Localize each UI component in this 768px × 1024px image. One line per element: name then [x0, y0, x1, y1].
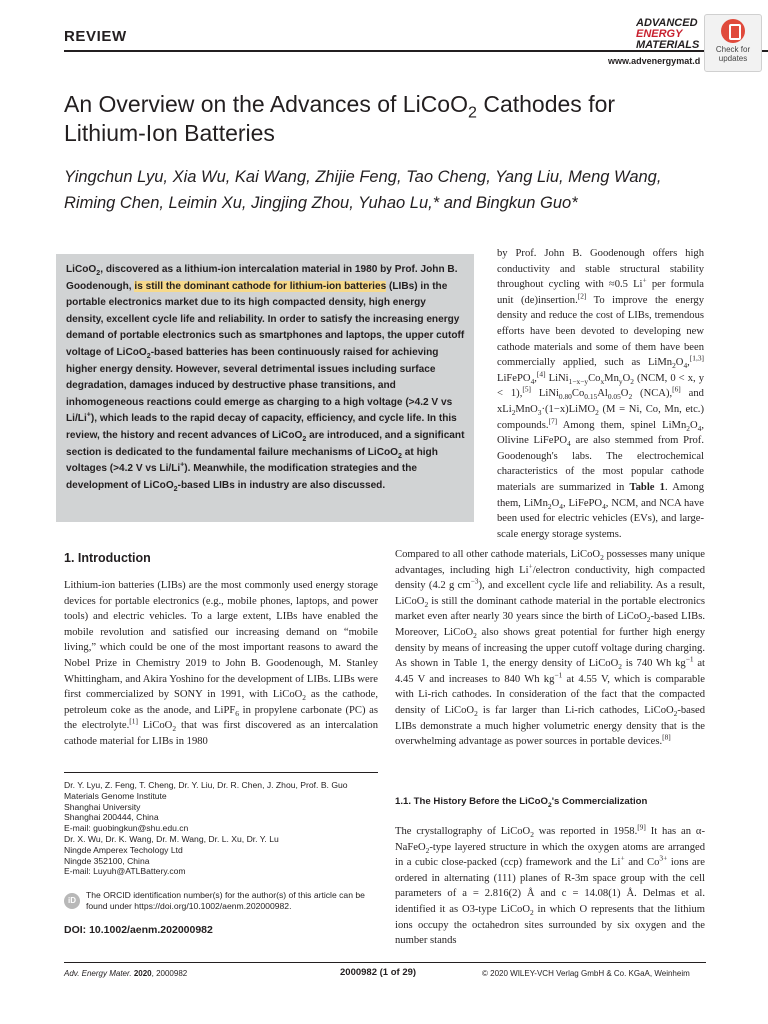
email-link[interactable]: E-mail: Luyuh@ATLBattery.com	[64, 866, 186, 877]
text: LiNi	[545, 372, 569, 384]
text: at 4.55 V, which is comparable with Li-rich cathodes. In consideration of the fact that the compacted density of LiCoO	[395, 673, 705, 716]
sub: 2	[672, 361, 676, 371]
sub: 2	[172, 724, 177, 734]
sub: 2	[673, 709, 678, 719]
sub: 3	[537, 408, 542, 418]
orcid-icon: iD	[64, 893, 80, 909]
text: LiCoO	[137, 720, 173, 732]
journal-url-link[interactable]: www.advenergymat.d	[608, 56, 701, 66]
affiliation-line: Ningde Amperex Techology Ltd	[64, 844, 183, 855]
affiliation-rule	[64, 772, 378, 773]
abs-a7: are introduced, and a significant section is dedicated to the fundamental failure mechanisms of LiCoO	[66, 429, 465, 458]
affiliation-line: Dr. Y. Lyu, Z. Feng, T. Cheng, Dr. Y. Liu, Dr. R. Chen, J. Zhou, Prof. B. Guo	[64, 780, 348, 790]
text: . Among them, LiMn	[497, 481, 705, 509]
text: in which O represents that the lithium ions occupy the octahedron sites surrounded by six oxygen and the number stands	[395, 903, 705, 947]
citation-link[interactable]: [9]	[637, 822, 646, 832]
abs-sub: 2	[302, 435, 307, 443]
affiliation-line: Shanghai 200444, China	[64, 812, 159, 823]
abs-a10: -based LIBs in industry are also discussed.	[177, 479, 386, 491]
right-column-mid-paragraph	[395, 547, 705, 750]
abs-sup: +	[180, 461, 185, 469]
orcid-note[interactable]	[64, 890, 384, 912]
citation-link[interactable]: [8]	[662, 732, 671, 742]
sub: 2	[618, 662, 622, 672]
sub: 6	[235, 708, 239, 718]
right-column-top-paragraph: by Prof. John B. Goodenough offers high conductivity and stable structural stability throughout cycling with ≈0.5 Li+ per formula unit (de)insertion.[2] To improve the energy density and reduce the cost of LIBs, tremendous efforts have been devoted to developing new cathode materials and some of them have been commercially applied, such as $LiMn_2O_4,[1,3]$ LiFePO$_4$,[4] $LiNi_{1-x-y}Co_xMn_yO_2$ (NCM, 0 < x, y < 1),[5] $LiNi_{0.80}Co_{0.15}Al_{0.05}O_2$ (NCA),[6] and xLi$_2$MnO$_3$·(1−x)LiMO$_2$ (M = Ni, Co, Mn, etc.) compounds.[7] Among them, spinel $LiMn_2O_4$, Olivine LiFePO$_4$ are also stemmed from Prof. Goodenough's labs. The electrochemical characteristics of the most popular cathode materials are summarized in Table 1. Among them, $LiMn_2O_4$, LiFePO$_4$, NCM, and NCA have been used for electric vehicles (EVs), and large-scale energy storage systems.	[497, 248, 705, 540]
sub: 4	[697, 423, 702, 433]
check-updates-label-1: Check for	[715, 45, 751, 54]
text: (M = Ni, Co, Mn, etc.) compounds.	[497, 403, 704, 431]
copyright: © 2020 WILEY-VCH Verlag GmbH & Co. KGaA, Weinheim	[482, 969, 690, 978]
text: (NCM, 0 < x, y < 1),	[497, 372, 704, 400]
text: O	[551, 497, 560, 509]
title-part2: Cathodes for Lithium-Ion Batteries	[64, 91, 616, 146]
text: ), and excellent cycle life and reliability. As a result, LiCoO	[395, 580, 705, 607]
footer-article: , 2000982	[151, 969, 188, 978]
abs-a5: -based batteries has been continuously raised for achieving higher energy density. However, several detrimental issues including surface degradation, damages induced by destructive phase transitions, and inhomogeneous reactions could emerge as charging to a high voltage (>4.2 V vs Li/Li	[66, 346, 453, 425]
sub: 4	[683, 361, 688, 371]
text: , NCM, and NCA have been used for electric vehicles (EVs), and large-scale energy storage systems.	[497, 497, 704, 540]
author-list	[64, 164, 704, 216]
sub: 2	[547, 501, 552, 511]
sub: 2	[600, 553, 604, 563]
journal-logo-line2: ENERGY	[636, 28, 683, 40]
check-for-updates-button[interactable]	[704, 14, 762, 72]
abs-a6: ), which leads to the rapid decay of capacity, efficiency, and cycle life. In this review, the history and recent advances of LiCoO	[66, 413, 457, 441]
sup: +	[620, 853, 625, 863]
abs-a2: , discovered as a lithium-ion intercalation material in 1980 by Prof. John B. Goodenough,	[66, 264, 458, 292]
section-heading-introduction: 1. Introduction	[64, 551, 151, 565]
section-1-1-paragraph	[395, 824, 705, 949]
abstract-highlight[interactable]: is still the dominant cathode for lithium-ion batteries	[134, 280, 387, 292]
text: is still the dominant cathode material in the portable electronics market even after nearly 30 years since the birth of LiCoO	[395, 595, 705, 623]
abstract-text	[66, 262, 466, 494]
text: per formula unit (de)insertion.	[497, 279, 705, 306]
abs-a9: ). Meanwhile, the modification strategies and the development of LiCoO	[66, 463, 418, 491]
citation-link[interactable]: [1]	[129, 716, 138, 726]
authors-line2: Riming Chen, Leimin Xu, Jingjing Zhou, Yuhao Lu,* and Bingkun Guo*	[64, 194, 578, 212]
text: 's Commercialization	[551, 796, 648, 807]
sub: y	[618, 376, 623, 386]
page-number: 2000982 (1 of 29)	[340, 967, 417, 978]
sub: 2	[548, 801, 552, 809]
sub: x	[600, 376, 605, 386]
section-heading-1-1	[395, 796, 647, 807]
abs-sub: 2	[173, 485, 178, 493]
sub: 2	[530, 830, 534, 840]
text: ions are ordered in alternating (111) planes of R-3m space group with the cell parameters of a = 2.816(2) Å and c = 14.08(1) Å. Delmas et al. identified it as O3-type LiCoO	[395, 857, 705, 915]
abs-sub: 2	[146, 352, 151, 360]
text: -based LIBs demonstrate a much higher volumetric energy density that is the overwhelming advantage as power sources in portable devices.	[395, 704, 705, 748]
sup: −1	[554, 670, 563, 680]
affiliation-line: Ningde 352100, China	[64, 855, 150, 866]
text: , LiFePO	[562, 497, 603, 509]
text: at 4.45 V and increases to 840 Wh kg	[395, 658, 705, 685]
orcid-text: The ORCID identification number(s) for the author(s) of this article can be found under https://doi.org/10.1002/aenm.202000982.	[86, 890, 365, 911]
text: Al	[597, 388, 608, 400]
citation-link[interactable]: [6]	[672, 384, 681, 394]
check-updates-label-2: updates	[718, 54, 748, 63]
introduction-paragraph	[64, 578, 378, 750]
email-link[interactable]: E-mail: guobingkun@shu.edu.cn	[64, 823, 189, 834]
citation-link[interactable]: [4]	[536, 369, 546, 379]
text: O	[675, 357, 684, 369]
text: O	[689, 419, 698, 431]
sup: −3	[470, 576, 479, 586]
text: Co	[571, 388, 585, 400]
text: are also stemmed from Prof. Goodenough's labs. The electrochemical characteristics of the most popular cathode materials are summarized in	[497, 435, 704, 493]
text: LiFePO	[497, 372, 531, 384]
text: that was first discovered as an intercalation cathode material for LIBs in 1980	[64, 720, 378, 747]
journal-logo-line3: MATERIALS	[636, 39, 700, 51]
text: (NCA),	[632, 388, 673, 400]
table-1-link[interactable]: Table 1	[629, 481, 665, 493]
text: and xLi	[497, 388, 704, 415]
sub: 2	[630, 376, 634, 386]
sub: 2	[302, 693, 306, 703]
bookmark-icon	[721, 19, 745, 43]
text: possesses many unique advantages, including high Li	[395, 549, 705, 576]
sub: 2	[473, 631, 477, 641]
sub: 2	[595, 408, 599, 418]
text: Compared to all other cathode materials, LiCoO	[395, 549, 601, 560]
sub: 4	[530, 376, 535, 386]
text: , Olivine LiFePO	[497, 419, 704, 447]
abs-a4: (LIBs) in the portable electronics market due to its high compacted density, high energy density, excellent cycle life and reliability. In order to satisfy the increasing energy demand of portable electronics such as smartphones and laptops, the upper cutoff voltage of LiCoO	[66, 280, 465, 358]
text: -based LIBs. Moreover, LiCoO	[395, 611, 705, 638]
citation-link[interactable]: [1,3]	[689, 353, 704, 363]
sub: 2	[474, 709, 478, 719]
sub: 4	[602, 501, 606, 511]
abs-sub: 2	[96, 270, 101, 278]
text: MnO	[515, 403, 538, 415]
title-part1: An Overview on the Advances of LiCoO	[64, 91, 468, 117]
text: Mn	[604, 372, 619, 384]
footer-year: 2020	[131, 969, 152, 978]
footer-rule	[64, 962, 706, 963]
sub: 4	[559, 501, 563, 511]
affiliation-line: Dr. X. Wu, Dr. K. Wang, Dr. M. Wang, Dr. L. Xu, Dr. Y. Lu	[64, 833, 279, 844]
sub: 4	[567, 439, 571, 449]
text: 1.1. The History Before the LiCoO	[395, 796, 548, 807]
text: LiNi	[531, 388, 559, 400]
sub: 1−x−y	[568, 376, 589, 386]
footer-citation	[64, 969, 187, 978]
abs-sup: +	[86, 411, 91, 419]
citation-link[interactable]: [5]	[522, 384, 531, 394]
text: Co	[588, 372, 601, 384]
text: was reported in 1958.	[533, 826, 638, 837]
article-title	[64, 90, 684, 148]
abs-a1: LiCoO	[66, 264, 97, 275]
abs-a8: at high voltages (>4.2 V vs Li/Li	[66, 446, 438, 475]
text: O	[622, 372, 631, 384]
sub: 0.80	[558, 392, 572, 402]
sup: −1	[685, 654, 694, 664]
sub: 0.15	[584, 392, 598, 402]
text: /electron conductivity, high compacted density (4.2 g cm	[395, 564, 705, 592]
sub: 0.05	[607, 392, 621, 402]
text: is far larger than Li-rich cathodes, LiCoO	[477, 704, 674, 716]
text: Among them, spinel LiMn	[557, 419, 687, 431]
text: also shows great potential for further high energy density by means of increasing the upper cutoff voltage during charging. As shown in Table 1, the energy density of LiCoO	[395, 626, 705, 670]
text: ·(1−x)LiMO	[541, 403, 596, 415]
text: is 740 Wh kg	[621, 658, 686, 670]
sup: 3+	[659, 853, 668, 863]
footer-journal: Adv. Energy Mater.	[64, 969, 132, 978]
sub: 2	[686, 423, 690, 433]
text: by Prof. John B. Goodenough offers high conductivity and stable structural stability throughout cycling with ≈0.5 Li	[497, 248, 704, 291]
text: Lithium-ion batteries (LIBs) are the most commonly used energy storage devices for portable electronics (e.g., mobile phones, laptops, and power tools) and electric vehicles. To a large extent, LIBs have enabled the mobile revolution and satisfied our increasing demand on “mobile living,” which could be one of the most important reasons to award the Nobel Prize in Chemistry 2019 to John B. Goodenough, M. Stanley Whittingham, and Akira Yoshino for the development of LIBs. LIBs were first commercialized by SONY in 1991, with LiCoO	[64, 580, 378, 701]
text: in propylene carbonate (PC) as the electrolyte.	[64, 704, 378, 732]
sub: 2	[511, 408, 516, 418]
text: The crystallography of LiCoO	[395, 826, 531, 837]
journal-logo[interactable]	[636, 18, 706, 51]
text: O	[620, 388, 629, 400]
sup: +	[642, 275, 647, 285]
citation-link[interactable]: [7]	[548, 416, 558, 425]
abs-sub: 2	[398, 452, 402, 460]
sub: 2	[425, 845, 430, 855]
sub: 2	[529, 908, 534, 918]
text: as the cathode, petroleum coke as the anode, and LiPF	[64, 689, 378, 716]
sub: 2	[424, 599, 429, 609]
sub: 2	[628, 392, 633, 402]
text: It has an α-NaFeO	[395, 826, 705, 853]
affiliations	[64, 780, 384, 877]
authors-line1: Yingchun Lyu, Xia Wu, Kai Wang, Zhijie Feng, Tao Cheng, Yang Liu, Meng Wang,	[64, 168, 662, 186]
text: and Co	[624, 857, 660, 869]
section-label: REVIEW	[64, 28, 127, 45]
affiliation-line: Materials Genome Institute	[64, 790, 167, 801]
journal-logo-line1: ADVANCED	[636, 18, 698, 29]
text: To improve the energy density and reduce the cost of LIBs, tremendous efforts have been devoted to developing new cathode materials and some of them have been commercially applied, such as LiMn	[497, 294, 704, 369]
citation-link[interactable]: [2]	[577, 291, 587, 301]
sup: +	[528, 561, 533, 571]
doi-link[interactable]: DOI: 10.1002/aenm.202000982	[64, 924, 213, 936]
affiliation-line: Shanghai University	[64, 801, 141, 812]
text: -type layered structure in which the oxygen atoms are arranged in a cubic close-packed (ccp) framework and the Li	[395, 841, 705, 869]
sub: 2	[646, 615, 651, 625]
title-sub: 2	[468, 103, 477, 122]
